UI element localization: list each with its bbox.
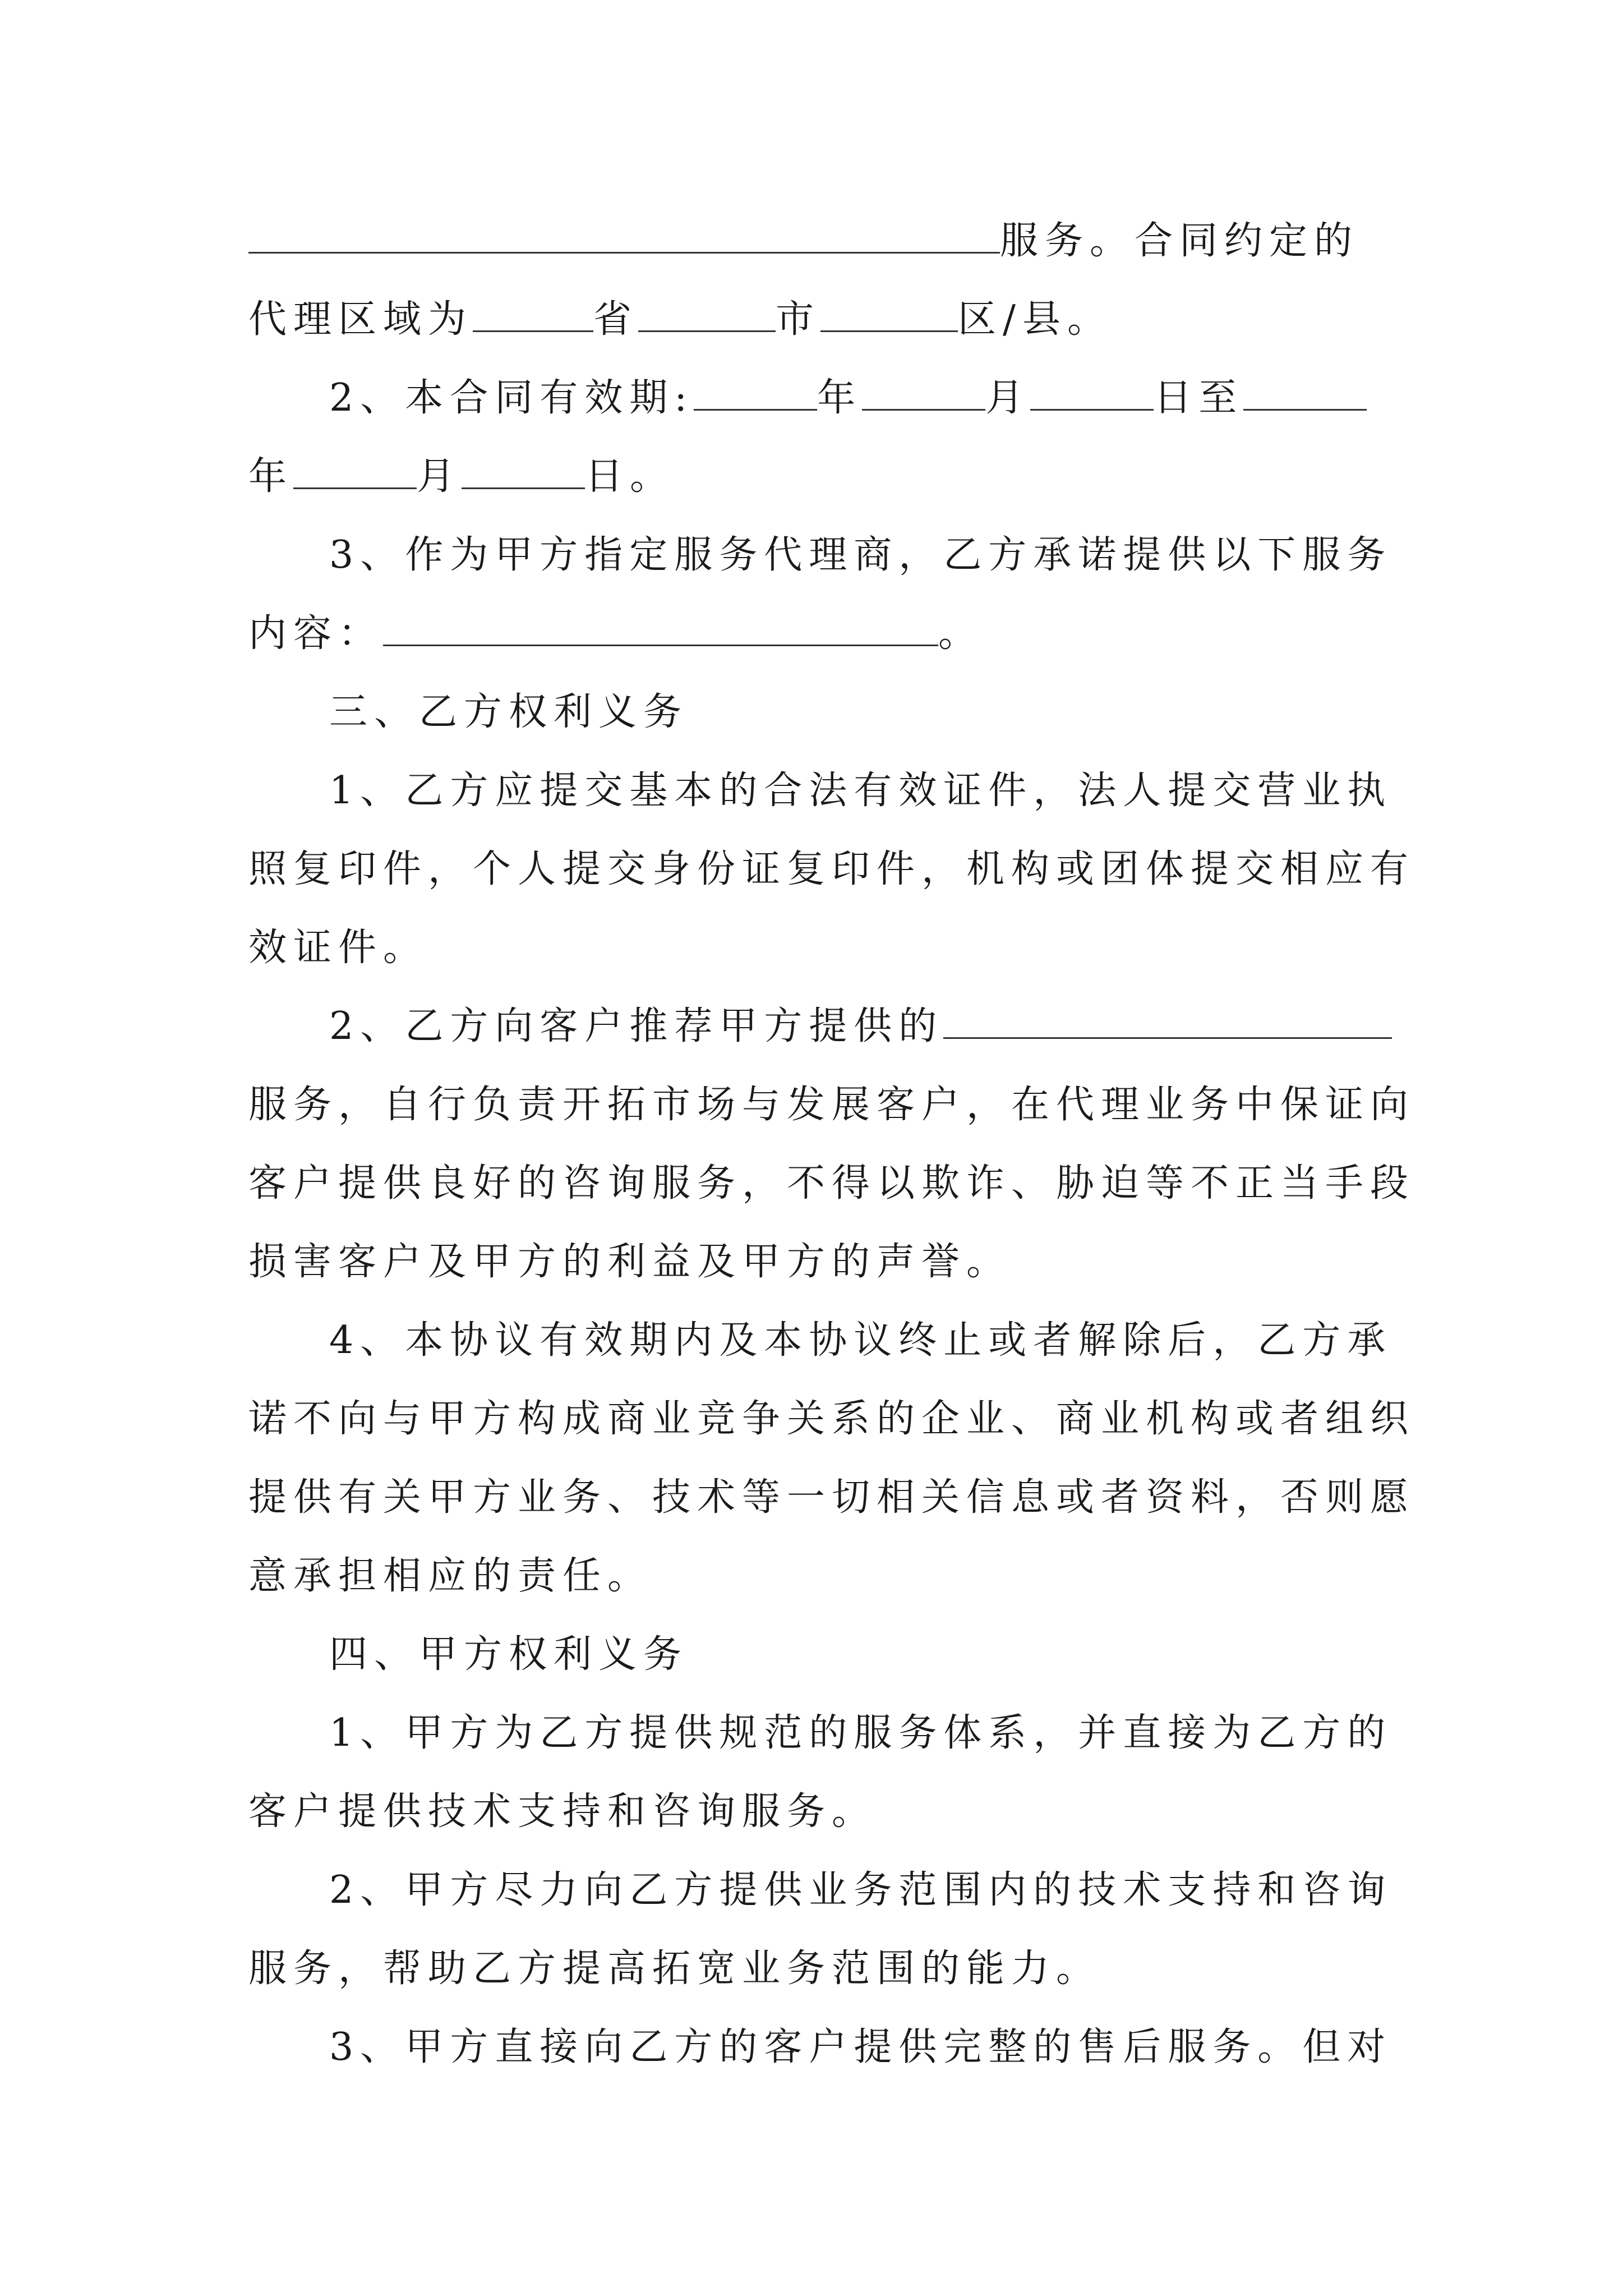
text-line: 服务，自行负责开拓市场与发展客户，在代理业务中保证向: [248, 1083, 1415, 1127]
text-line: 损害客户及甲方的利益及甲方的声誉。: [248, 1240, 1012, 1284]
service-content-blank[interactable]: [383, 608, 938, 646]
text-line: 1、甲方为乙方提供规范的服务体系，并直接为乙方的: [329, 1711, 1393, 1755]
end-month-blank[interactable]: [293, 450, 417, 489]
text-line: [248, 606, 983, 662]
fill-blank[interactable]: [248, 215, 1000, 254]
text-run: 省: [593, 297, 639, 342]
district-blank[interactable]: [820, 293, 958, 332]
text-run: 服务。合同约定的: [1000, 219, 1359, 263]
text-run: 日至: [1154, 376, 1244, 420]
text-line: [248, 292, 1112, 348]
text-run: 月: [985, 376, 1031, 420]
start-year-blank[interactable]: [694, 372, 817, 411]
text-line: [248, 213, 1359, 269]
text-run: 。: [938, 611, 984, 656]
start-day-blank[interactable]: [1030, 372, 1154, 411]
section-heading: 三、乙方权利义务: [329, 690, 689, 734]
text-run: 月: [417, 454, 462, 499]
text-line: 4、本协议有效期内及本协议终止或者解除后，乙方承: [329, 1318, 1393, 1363]
text-line: 提供有关甲方业务、技术等一切相关信息或者资料，否则愿: [248, 1475, 1415, 1520]
section-heading: 四、甲方权利义务: [329, 1632, 689, 1677]
text-line: 照复印件，个人提交身份证复印件，机构或团体提交相应有: [248, 847, 1415, 891]
city-blank[interactable]: [638, 293, 776, 332]
text-line: 服务，帮助乙方提高拓宽业务范围的能力。: [248, 1947, 1101, 1991]
text-line: [329, 999, 1392, 1055]
text-line: 意承担相应的责任。: [248, 1554, 653, 1598]
text-line: 1、乙方应提交基本的合法有效证件，法人提交营业执: [329, 769, 1393, 813]
text-run: 代理区域为: [248, 297, 473, 342]
text-run: 2、乙方向客户推荐甲方提供的: [329, 1004, 944, 1048]
text-run: 年: [817, 376, 863, 420]
province-blank[interactable]: [473, 293, 593, 332]
text-line: 3、甲方直接向乙方的客户提供完整的售后服务。但对: [329, 2025, 1393, 2069]
text-run: 内容：: [248, 611, 384, 656]
start-month-blank[interactable]: [862, 372, 985, 411]
text-run: 年: [248, 454, 294, 499]
end-year-blank[interactable]: [1243, 372, 1367, 411]
text-line: 3、作为甲方指定服务代理商，乙方承诺提供以下服务: [329, 533, 1393, 577]
text-line: 客户提供技术支持和咨询服务。: [248, 1789, 877, 1834]
text-run: 日。: [585, 454, 675, 499]
text-line: [248, 449, 675, 505]
end-day-blank[interactable]: [462, 450, 585, 489]
text-run: 区/县。: [958, 297, 1112, 342]
text-run: 市: [776, 297, 821, 342]
text-line: 客户提供良好的咨询服务，不得以欺诈、胁迫等不正当手段: [248, 1161, 1415, 1205]
text-line: [329, 370, 1367, 426]
text-line: 2、甲方尽力向乙方提供业务范围内的技术支持和咨询: [329, 1868, 1393, 1912]
text-line: 诺不向与甲方构成商业竞争关系的企业、商业机构或者组织: [248, 1397, 1415, 1441]
text-run: 2、本合同有效期:: [329, 376, 694, 420]
text-line: 效证件。: [248, 926, 428, 970]
service-name-blank[interactable]: [943, 1000, 1392, 1039]
